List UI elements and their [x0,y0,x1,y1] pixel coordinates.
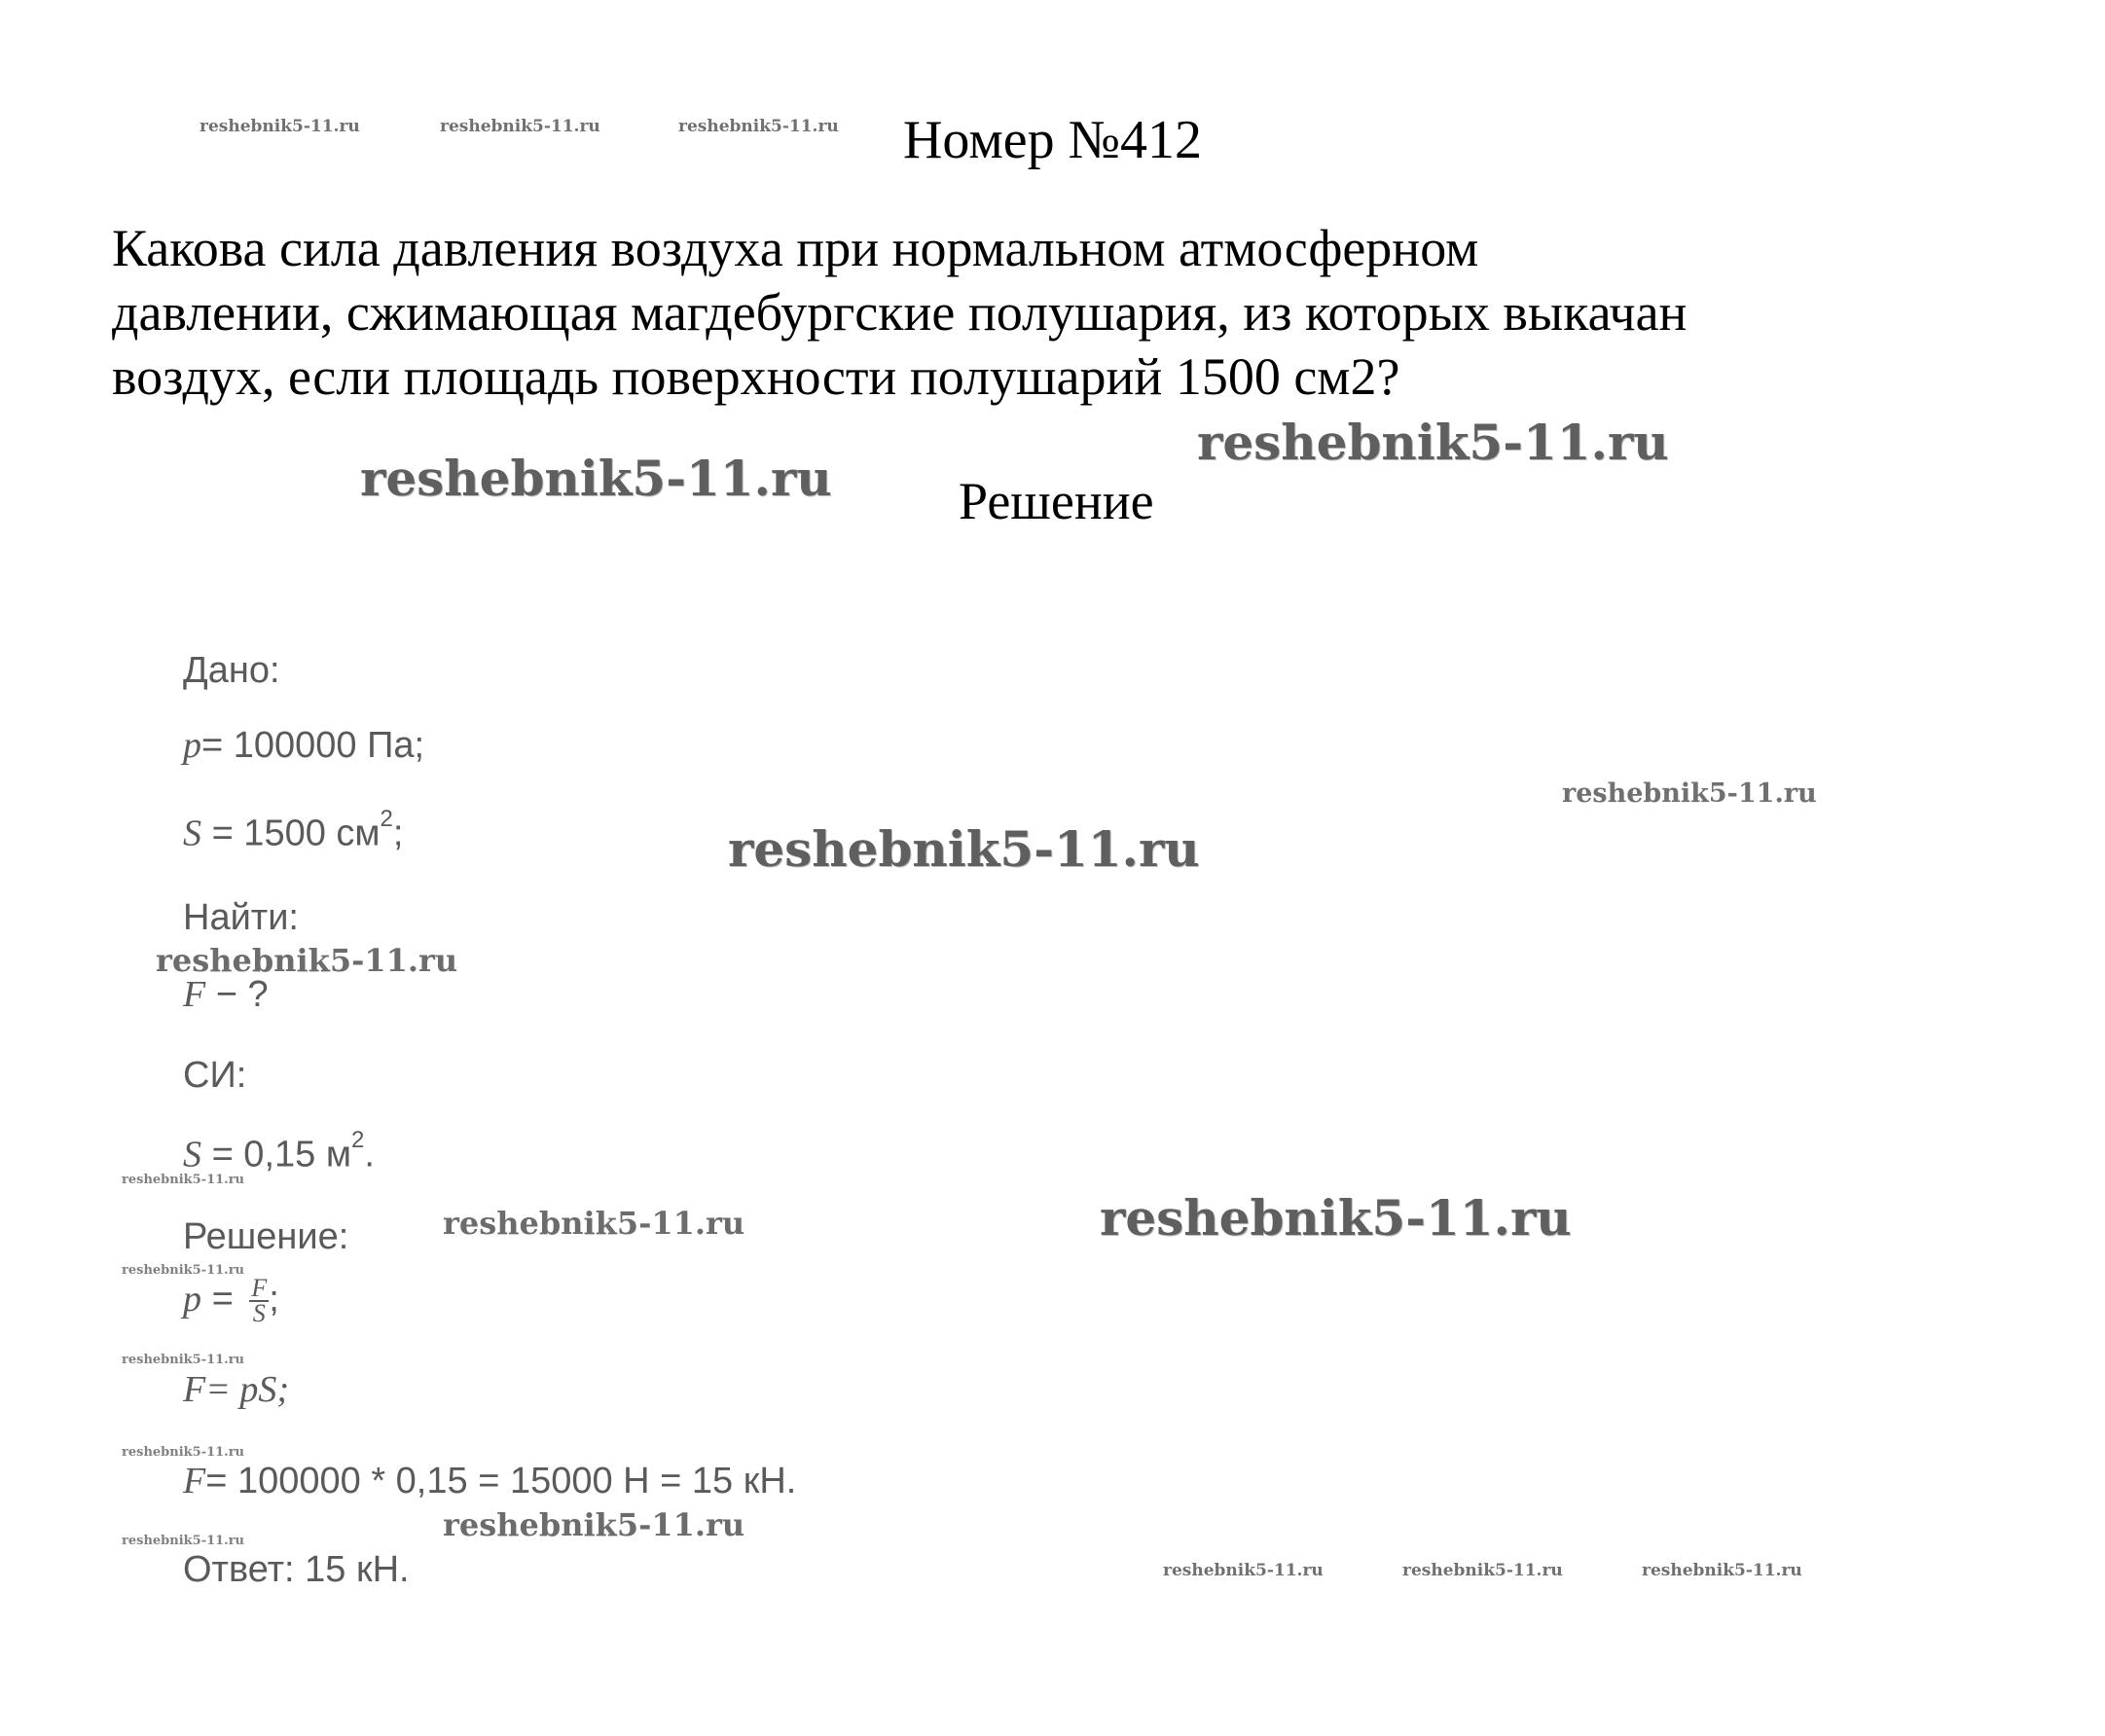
watermark: reshebnik5-11.ru [678,117,839,136]
watermark: reshebnik5-11.ru [156,942,458,979]
value-text: = 100000 Па; [201,725,425,766]
watermark: reshebnik5-11.ru [1163,1561,1324,1580]
var-p: p [183,725,201,766]
task-line: давлении, сжимающая магдебургские полушария, из которых выкачан [112,283,1688,342]
answer: Ответ: 15 кН. [183,1549,410,1590]
punct: ; [269,1279,279,1320]
task-line: Какова сила давления воздуха при нормальном атмосферном [112,219,1479,277]
watermark: reshebnik5-11.ru [1402,1561,1563,1580]
fraction-numerator: F [251,1274,268,1302]
given-area [183,806,404,855]
watermark: reshebnik5-11.ru [200,117,360,136]
fraction [249,1274,269,1327]
punct: ; [392,813,404,854]
punct: . [364,1134,375,1175]
task-line: воздух, если площадь поверхности полушарий 1500 см2? [112,347,1400,406]
watermark: reshebnik5-11.ru [728,820,1200,878]
var-f: F [183,1461,206,1501]
watermark: reshebnik5-11.ru [122,1353,245,1367]
watermark: reshebnik5-11.ru [122,1263,245,1278]
exponent: 2 [380,806,393,832]
equals: = [211,1279,234,1320]
watermark: reshebnik5-11.ru [122,1534,245,1548]
task-text [112,216,2019,409]
value-text: = pS; [205,1369,290,1410]
var-f: F [183,1369,206,1410]
si-area [183,1127,375,1176]
solution-label: Решение: [183,1216,349,1257]
find-force [183,973,269,1016]
watermark: reshebnik5-11.ru [440,117,600,136]
value-text: − ? [215,974,269,1015]
given-pressure [183,724,424,767]
watermark: reshebnik5-11.ru [1562,778,1817,809]
solution-heading: Решение [959,472,1154,530]
var-p: p [183,1279,201,1320]
watermark: reshebnik5-11.ru [1197,414,1669,471]
exponent: 2 [350,1127,365,1153]
watermark: reshebnik5-11.ru [1100,1189,1572,1247]
var-s: S [183,813,201,854]
watermark: reshebnik5-11.ru [360,450,832,507]
value-text: = 1500 см [211,813,381,854]
si-label: СИ: [183,1055,247,1096]
var-s: S [183,1134,201,1175]
page-title: Номер №412 [902,110,1203,170]
var-f: F [183,974,206,1015]
watermark: reshebnik5-11.ru [122,1445,245,1460]
value-text: = 100000 * 0,15 = 15000 Н = 15 кН. [205,1461,797,1501]
watermark: reshebnik5-11.ru [122,1173,245,1187]
value-text: = 0,15 м [211,1134,351,1175]
find-label: Найти: [183,897,299,938]
equation-force [183,1368,289,1411]
watermark: reshebnik5-11.ru [1642,1561,1802,1580]
watermark: reshebnik5-11.ru [443,1205,745,1242]
equation-pressure [183,1274,279,1327]
fraction-denominator: S [252,1299,266,1327]
equation-calc [183,1460,796,1502]
watermark: reshebnik5-11.ru [443,1506,745,1543]
given-label: Дано: [183,650,280,691]
